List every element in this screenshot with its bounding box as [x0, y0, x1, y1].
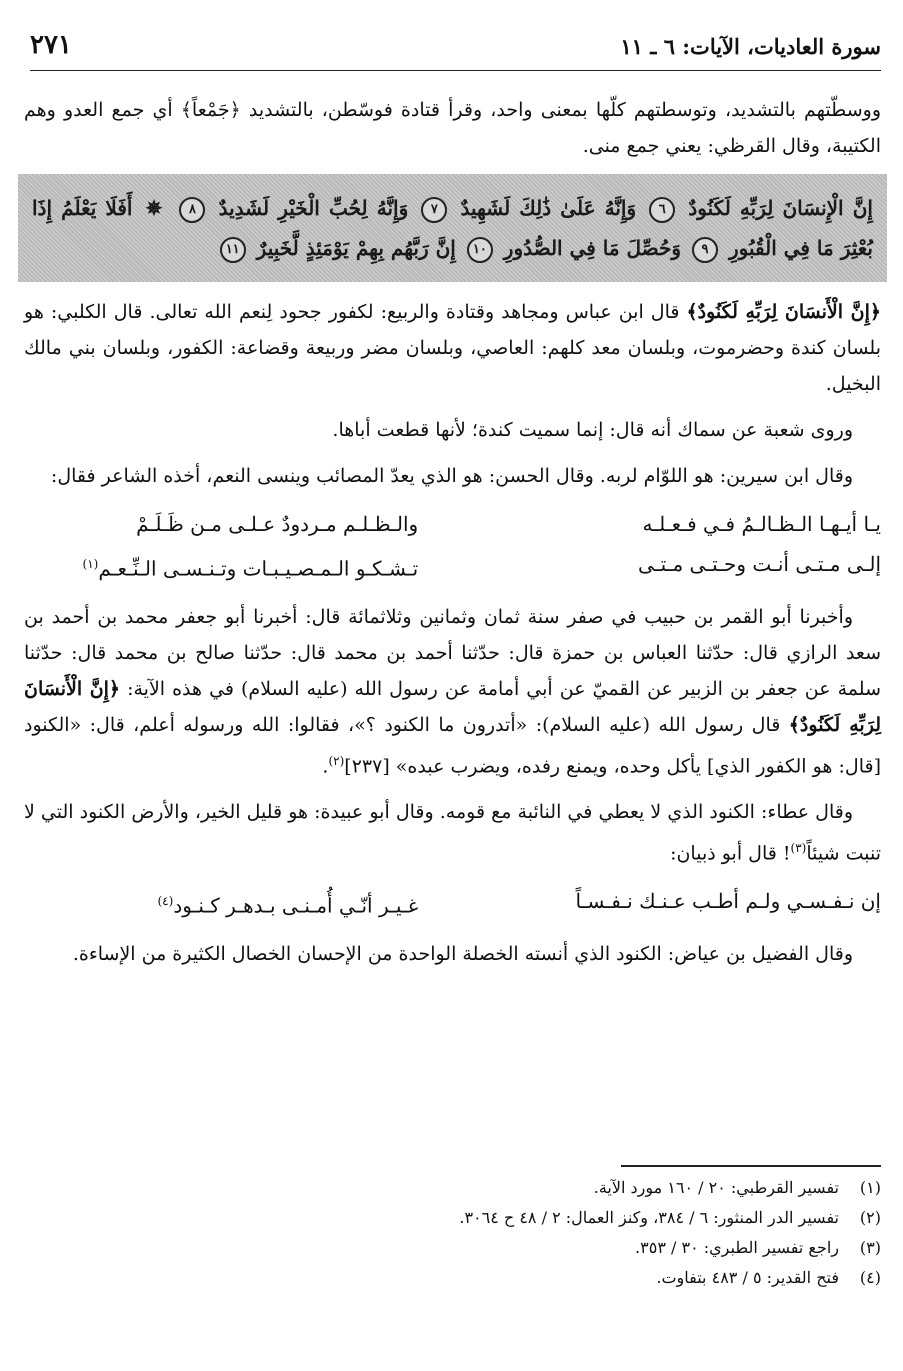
footnote-ref: (٤): [157, 894, 174, 909]
verse-box: [18, 174, 887, 282]
page-header: [30, 30, 881, 71]
paragraph: وأخبرنا أبو القمر بن حبيب في صفر سنة ثمان وثمانين وثلاثمائة قال: أخبرنا أبو جعفر محمد بن أحمد بن سعد الرازي قال: حدّثنا العباس بن حمزة قال: حدّثنا أحمد بن محمد قال: حدّثنا صالح بن محمد قال: حدّثنا سلمة عن جعفر بن الزبير عن القميّ عن أبي أمامة عن رسول الله (عليه السلام) في هذه الآية: ﴿إِنَّ الْأَنسَانَ لِرَبِّهِ لَكَنُودٌ﴾ قال رسول الله (عليه السلام): «أتدرون ما الكنود ؟»، فقالوا: الله ورسوله أعلم، قال: «الكنود [قال: هو الكفور الذي] يأكل وحده، ويمنع رفده، ويضرب عبده» [٢٣٧]$^{(٢)}$.: [24, 605, 881, 777]
verse-10: وَحُصِّلَ مَا فِي الصُّدُورِ: [503, 236, 682, 260]
footnote-text: فتح القدير: ٥ / ٤٨٣ بتفاوت.: [656, 1267, 839, 1287]
poem-hemistich: والـظـلـم مـردودٌ عـلـى مـن ظَـلَـمْ: [136, 512, 419, 536]
verse-11: إِنَّ رَبَّهُم بِهِمْ يَوْمَئِذٍ لَّخَبِيرٌ: [256, 236, 456, 260]
footnote-ref: (٢): [328, 753, 345, 768]
poem-hemistich: [24, 881, 418, 926]
paragraph: وقال الفضيل بن عياض: الكنود الذي أنسته الخصلة الواحدة من الإحسان الخصال الكثيرة من الإساءة.: [72, 942, 853, 965]
footnote-ref: (٣): [790, 840, 807, 855]
hemistich-text: تـشـكـو الـمـصـيـبـات وتـنـسـى الـنِّـعـم: [98, 556, 419, 581]
verse-number: ٧: [421, 197, 447, 223]
footnote-text: تفسير القرطبي: ٢٠ / ١٦٠ مورد الآية.: [593, 1177, 839, 1197]
footnote: [24, 1263, 881, 1293]
poem-verse: [24, 504, 881, 544]
poem-verse: [24, 881, 881, 926]
footnote-text: تفسير الدر المنثور: ٦ / ٣٨٤، وكنز العمال: ٢ / ٤٨ ح ٣٠٦٤.: [459, 1207, 839, 1227]
verse-8: وَإِنَّهُ لِحُبِّ الْخَيْرِ لَشَدِيدٌ: [218, 196, 409, 220]
page-number: ٢٧١: [30, 30, 72, 60]
paragraph: وروى شعبة عن سماك أنه قال: إنما سميت كندة؛ لأنها قطعت أباها.: [332, 419, 853, 441]
verse-6: إِنَّ الْإِنسَانَ لِرَبِّهِ لَكَنُودٌ: [688, 196, 873, 220]
poem: [24, 504, 881, 589]
footnote: [24, 1203, 881, 1233]
footnote: [24, 1173, 881, 1203]
paragraph-text: ! قال أبو ذبيان:: [670, 842, 791, 865]
verse-7: وَإِنَّهُ عَلَىٰ ذَٰلِكَ لَشَهِيدٌ: [460, 196, 637, 220]
hemistich-text: غـيـر أنّـي أُمـنـى بـدهـر كـنـود: [173, 893, 419, 918]
paragraph-text: قال رسول الله (عليه السلام): «أتدرون ما الكنود ؟»، فقالوا: الله ورسوله أعلم، قال: «الكنود [قال: هو الكفور الذي] يأكل وحده، ويمنع رفده، ويضرب عبده» [٢٣٧]: [24, 713, 881, 777]
verse-9: أَفَلَا يَعْلَمُ إِذَا بُعْثِرَ مَا فِي الْقُبُورِ: [32, 196, 873, 260]
poem-hemistich: إن نـفـسـي ولـم أطـب عـنـك نـفـسـاً: [575, 889, 881, 914]
verse-number: ٩: [692, 237, 718, 263]
paragraph: [24, 794, 881, 871]
paragraph: [24, 294, 881, 402]
poem-hemistich: [24, 544, 418, 589]
footnote-divider: [621, 1165, 881, 1167]
verse-number: ٨: [179, 197, 205, 223]
footnote-ref: (١): [82, 557, 99, 571]
footnote: [24, 1233, 881, 1263]
sajda-star-icon: ✵: [145, 196, 163, 220]
poem-hemistich: يـا أيـهـا الـظـالـمُ فـي فـعـلـه: [642, 512, 881, 536]
verse-number: ١١: [220, 237, 246, 263]
footnote-number: (٤): [859, 1267, 881, 1287]
footnote-text: راجع تفسير الطبري: ٣٠ / ٣٥٣.: [635, 1237, 839, 1257]
footnote-number: (٢): [859, 1207, 881, 1227]
paragraph: ووسطّتهم بالتشديد، وتوسطتهم كلّها بمعنى واحد، وقرأ قتادة فوسّطن، بالتشديد ﴿جَمْعاً﴾ أي جمع العدو وهم الكتيبة، وقال القرظي: يعني جمع منى.: [24, 99, 881, 157]
paragraph-text: قال ابن عباس ومجاهد وقتادة والربيع: لكفور جحود لِنعم الله تعالى. قال الكلبي: هو بلسان كندة وحضرموت، وبلسان معد كلهم: العاصي، وبلسان مضر وربيعة وقضاعة: الكفور، وبلسان بني مالك البخيل.: [24, 301, 881, 395]
page-body: [24, 92, 881, 982]
quran-quote: ﴿إِنَّ الْأَنسَانَ لِرَبِّهِ لَكَنُودٌ﴾: [24, 677, 881, 736]
running-title: سورة العاديات، الآيات: ٦ ـ ١١: [620, 34, 881, 59]
poem-hemistich: إلـى مـتـى أنـت وحـتـى مـتـى: [638, 552, 881, 576]
footnote-number: (١): [859, 1177, 881, 1197]
quran-quote: ﴿إِنَّ الْأَنسَانَ لِرَبِّهِ لَكَنُودٌ﴾: [686, 301, 881, 323]
verse-number: ١٠: [467, 237, 493, 263]
footnote-number: (٣): [859, 1237, 881, 1257]
poem: [24, 881, 881, 926]
footnotes: [24, 1165, 881, 1293]
paragraph-text: وأخبرنا أبو القمر بن حبيب في صفر سنة ثمان وثمانين وثلاثمائة قال: أخبرنا أبو جعفر محمد بن أحمد بن سعد الرازي قال: حدّثنا العباس بن حمزة قال: حدّثنا أحمد بن محمد قال: حدّثنا صالح بن محمد قال: حدّثنا سلمة عن جعفر بن الزبير عن القميّ عن أبي أمامة عن رسول الله (عليه السلام) في هذه الآية:: [24, 605, 881, 700]
paragraph: وقال ابن سيرين: هو اللوّام لربه. وقال الحسن: هو الذي يعدّ المصائب وينسى النعم، أخذه الشاعر فقال:: [50, 465, 853, 487]
verse-number: ٦: [649, 197, 675, 223]
poem-verse: [24, 544, 881, 589]
paragraph-text: وقال عطاء: الكنود الذي لا يعطي في النائبة مع قومه. وقال أبو عبيدة: هو قليل الخير، والأرض الكنود التي لا تنبت شيئاً: [24, 800, 881, 865]
